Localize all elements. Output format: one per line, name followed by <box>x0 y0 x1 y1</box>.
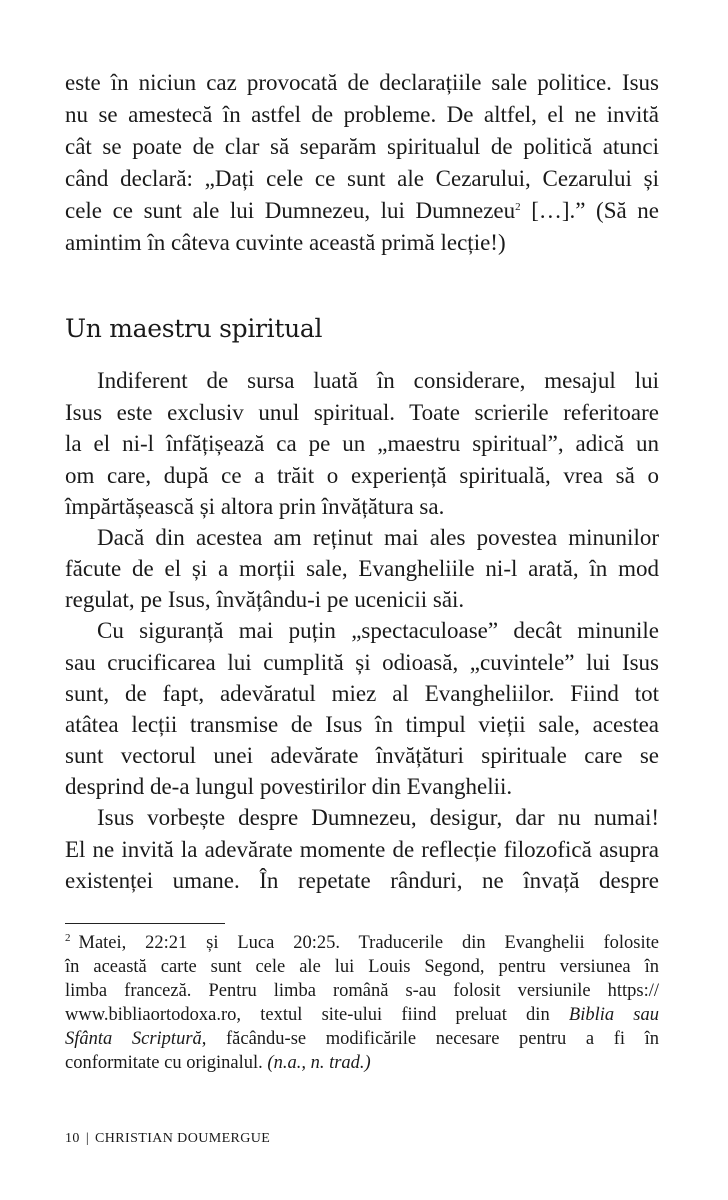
footnote-line <box>65 1051 659 1075</box>
text-line: este în niciun caz provocată de declarațiile sale politice. Isus <box>65 70 659 95</box>
text-line: amintim în câteva cuvinte această primă lecție!) <box>65 230 506 255</box>
footnote-number: 2 <box>65 932 71 944</box>
author-name: CHRISTIAN DOUMERGUE <box>95 1131 271 1146</box>
footnote-separator <box>65 923 225 924</box>
text-line: făcute de el și a morții sale, Evangheliile ni-l arată, în mod <box>65 556 659 581</box>
footnote-line <box>65 1003 659 1027</box>
text-line: Isus este exclusiv unul spiritual. Toate scrierile referitoare <box>65 400 659 425</box>
page-number: 10 <box>65 1131 80 1146</box>
text-line: împărtășească și altora prin învățătura sa. <box>65 494 445 519</box>
text-line <box>65 195 659 226</box>
text-line: sunt, de fapt, adevăratul miez al Evangheliilor. Fiind tot <box>65 681 659 706</box>
text-line: sunt vectorul unei adevărate învățături spirituale care se <box>65 743 659 768</box>
text-line: când declară: „Dați cele ce sunt ale Cezarului, Cezarului și <box>65 166 659 191</box>
book-title-italic: Sfânta Scriptură <box>65 1029 202 1049</box>
text-line: cât se poate de clar să separăm spiritualul de politică atunci <box>65 134 659 159</box>
text-line: la el ni-l înfățișează ca pe un „maestru spiritual”, adică un <box>65 431 659 456</box>
text-line: desprind de-a lungul povestirilor din Evanghelii. <box>65 774 513 799</box>
text-segment: , făcându-se modificările necesare pentru a fi în <box>201 1029 659 1049</box>
book-title-italic: Biblia sau <box>568 1005 659 1025</box>
footer-separator: | <box>85 1131 90 1146</box>
text-line: Isus vorbește despre Dumnezeu, desigur, dar nu numai! <box>97 805 659 830</box>
text-segment: cele ce sunt ale lui Dumnezeu, lui Dumnezeu <box>65 198 516 223</box>
footnote-line <box>65 931 659 955</box>
text-line: Dacă din acestea am reținut mai ales povestea minunilor <box>97 525 659 550</box>
section-heading: Un maestru spiritual <box>65 314 323 343</box>
text-segment: […].” (Să ne <box>520 198 659 223</box>
text-line: Cu siguranță mai puțin „spectaculoase” decât minunile <box>97 618 659 643</box>
running-footer <box>65 1131 270 1147</box>
footnote-line <box>65 1027 659 1051</box>
text-segment: conformitate cu originalul. <box>65 1053 268 1073</box>
text-line: El ne invită la adevărate momente de reflecție filozofică asupra <box>65 837 659 862</box>
text-segment: www.bibliaortodoxa.ro, textul site-ului fiind preluat din <box>65 1005 569 1025</box>
translator-note-italic: (n.a., n. trad.) <box>267 1053 371 1073</box>
text-line: nu se amestecă în astfel de probleme. De altfel, el ne invită <box>65 102 659 127</box>
text-segment: Matei, 22:21 și Luca 20:25. Traducerile din Evanghelii folosite <box>78 933 659 953</box>
footnote-reference[interactable]: 2 <box>515 201 521 213</box>
text-line: atâtea lecții transmise de Isus în timpul vieții sale, acestea <box>65 712 659 737</box>
footnote-line: în această carte sunt cele ale lui Louis Segond, pentru versiunea în <box>65 957 659 977</box>
text-line: Indiferent de sursa luată în considerare, mesajul lui <box>97 368 659 393</box>
footnote-line: limba franceză. Pentru limba română s-au folosit versiunile https:// <box>65 981 659 1001</box>
text-line: om care, după ce a trăit o experiență spirituală, vrea să o <box>65 463 659 488</box>
text-line: sau crucificarea lui cumplită și odioasă, „cuvintele” lui Isus <box>65 650 659 675</box>
text-line: existenței umane. În repetate rânduri, ne învață despre <box>65 868 659 893</box>
text-line: regulat, pe Isus, învățându-i pe ucenicii săi. <box>65 587 465 612</box>
